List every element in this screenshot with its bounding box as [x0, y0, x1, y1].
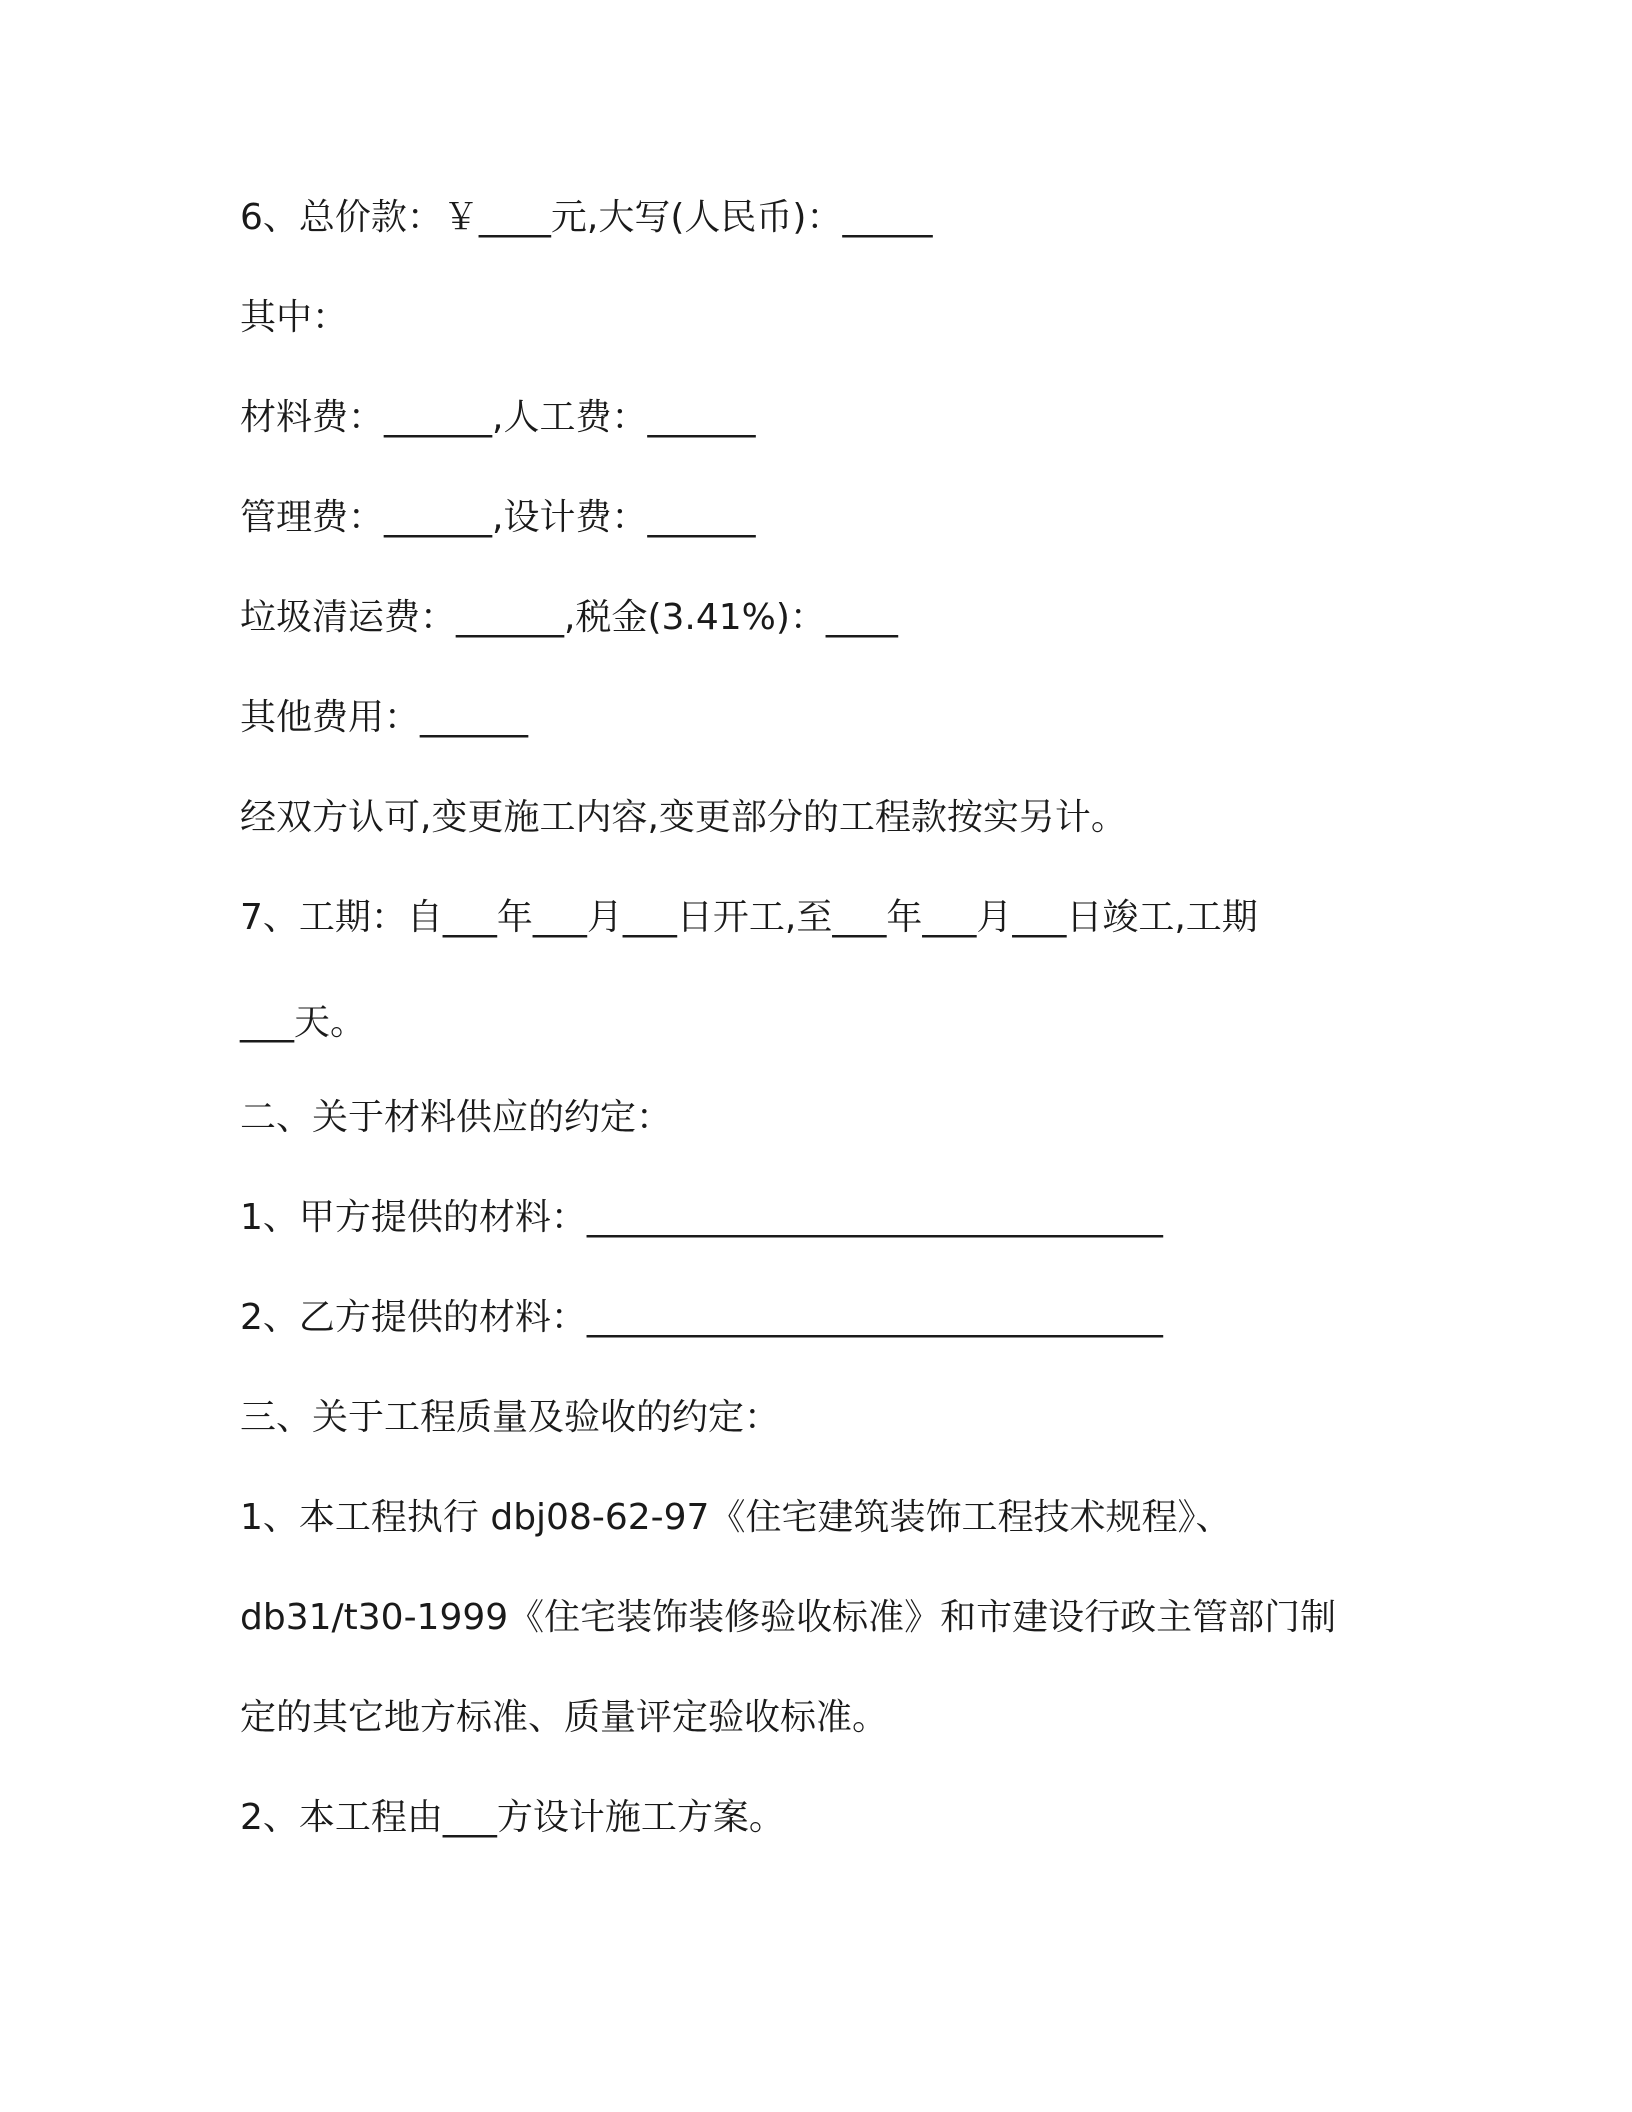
- waste-tax-fee-line: 垃圾清运费：______,税金(3.41%)：____: [240, 597, 898, 638]
- management-design-fee-line: 管理费：______,设计费：______: [240, 497, 756, 538]
- construction-period-line: 7、工期：自___年___月___日开工,至___年___月___日竣工,工期: [240, 897, 1258, 938]
- quality-standard-line-1: 1、本工程执行 dbj08-62-97《住宅建筑装饰工程技术规程》、: [240, 1497, 1232, 1538]
- construction-period-days-line: ___天。: [240, 1002, 367, 1043]
- material-labor-fee-line: 材料费：______,人工费：______: [240, 397, 756, 438]
- section-heading-quality: 三、关于工程质量及验收的约定：: [240, 1397, 781, 1438]
- party-b-materials-line: 2、乙方提供的材料：________________________________: [240, 1297, 1163, 1338]
- total-price-line: 6、总价款：￥____元,大写(人民币)：_____: [240, 197, 933, 238]
- design-plan-line: 2、本工程由___方设计施工方案。: [240, 1797, 785, 1838]
- other-fee-line: 其他费用：______: [240, 697, 529, 738]
- quality-standard-line-3: 定的其它地方标准、质量评定验收标准。: [240, 1697, 889, 1738]
- change-agreement-line: 经双方认可,变更施工内容,变更部分的工程款按实另计。: [240, 797, 1127, 838]
- section-heading-materials: 二、关于材料供应的约定：: [240, 1097, 673, 1138]
- of-which-line: 其中：: [240, 297, 349, 338]
- party-a-materials-line: 1、甲方提供的材料：________________________________: [240, 1197, 1163, 1238]
- quality-standard-line-2: db31/t30-1999《住宅装饰装修验收标准》和市建设行政主管部门制: [240, 1597, 1337, 1638]
